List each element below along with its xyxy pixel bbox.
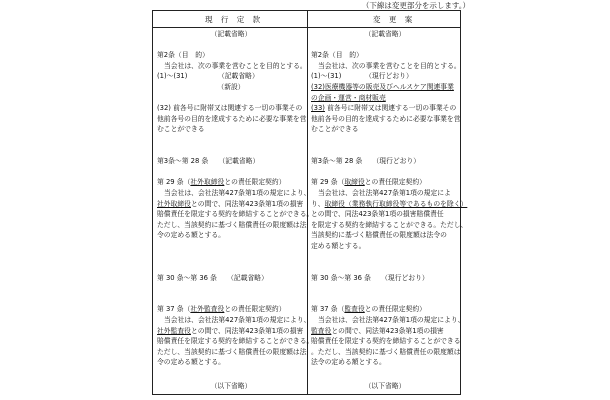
article-37-line: 法令の定める額とする。	[311, 358, 386, 367]
header-proposed: 変 更 案	[373, 15, 416, 24]
article-37-line: 社外監査役との間で、同法第423条第1項の損害	[157, 326, 304, 335]
omit-note: （記載省略）	[210, 30, 252, 38]
proposed-column	[311, 29, 468, 368]
item-32-line: 他前各号の目的を達成するために必要な事業を営	[157, 114, 307, 123]
item-32-new-line: (32)医療機器等の販売及びヘルスケア関連事業	[311, 82, 454, 91]
article-37-line: 当会社は、会社法第427条第1項の規定により、	[164, 316, 311, 325]
item-33-line: (33) 前各号に附帯又は関連する一切の事業その	[311, 104, 457, 113]
article-29-line: 令の定める額とする。	[157, 231, 225, 240]
article-29-line: 当該契約に基づく賠償責任の限度額は法令の	[311, 231, 447, 240]
omit-end-note: （以下省略）	[364, 382, 406, 390]
article-37-title: 第 37 条（監査役との責任限定契約）	[311, 305, 426, 314]
current-column	[157, 29, 314, 368]
article-29-line: 当会社は、会社法第427条第1項の規定により、	[164, 188, 311, 197]
article-29-line: との間で、同法423条第1項の損害賠償責任	[311, 210, 444, 219]
article-2-title: 第2条（目 的）	[157, 51, 209, 60]
item-33-line: 他前各号の目的を達成するために必要な事業を営	[311, 114, 461, 123]
article-2-body: 当会社は、次の事業を営むことを目的とする。	[318, 61, 461, 70]
article-29-line: り、取締役（業務執行取締役等であるものを除く）	[311, 199, 468, 208]
articles-30-36: 第 30 条〜第 36 条 （現行どおり）	[311, 273, 429, 282]
item-32-new-line: の企画・運営・商材販売	[311, 93, 386, 102]
article-2-body: 当会社は、次の事業を営むことを目的とする。	[164, 61, 307, 70]
article-37-line: 当会社は、会社法第427条第1項の規定により、	[318, 316, 465, 325]
article-29-line: ただし、当該契約に基づく賠償責任の限度額は法	[157, 220, 307, 229]
article-37-line: ただし、当該契約に基づく賠償責任の限度額は法	[157, 347, 307, 356]
articles-3-28: 第3条〜第 28 条 （記載省略）	[157, 157, 260, 166]
articles-3-28: 第3条〜第 28 条 （現行どおり）	[311, 157, 421, 166]
article-2-title: 第2条（目 的）	[311, 51, 363, 60]
item-32-line: むことができる	[157, 125, 205, 134]
note-text: （下線は変更部分を示します。）	[361, 1, 470, 10]
item-32-line: (32) 前各号に附帯又は関連する一切の事業その	[157, 104, 303, 113]
article-29-line: を限定する契約を締結することができる。ただし、	[311, 220, 468, 229]
item-33-line: むことができる	[311, 125, 359, 134]
article-37-line: 監査役との間で、同法第423条第1項の損害	[311, 326, 444, 335]
items-1-31: (1)〜(31) （記載省略）	[157, 72, 259, 81]
items-1-31: (1)〜(31) （現行どおり）	[311, 72, 413, 81]
articles-30-36: 第 30 条〜第 36 条 （記載省略）	[157, 273, 268, 282]
header-current: 現 行 定 款	[205, 15, 264, 24]
omit-note: （記載省略）	[364, 30, 406, 38]
article-37-line: 令の定める額とする。	[157, 358, 225, 367]
omit-end-note: （以下省略）	[210, 382, 252, 390]
article-29-line: 当会社は、会社法第427条第1項の規定によ	[318, 188, 451, 197]
article-37-line: 賠償責任を限定する契約を締結することができる	[311, 337, 461, 346]
article-29-line: 社外取締役との間で、同法第423条第1項の損害	[157, 199, 304, 208]
new-item-note: （新設）	[217, 82, 245, 91]
article-37-line: 。ただし、当該契約に基づく賠償責任の限度額は	[311, 347, 461, 356]
article-37-line: 賠償責任を限定する契約を締結することができる。	[157, 337, 314, 346]
article-29-title: 第 29 条（社外取締役との責任限定契約）	[157, 178, 286, 187]
article-29-line: 定める額とする。	[311, 241, 366, 250]
article-37-title: 第 37 条（社外監査役との責任限定契約）	[157, 305, 286, 314]
article-29-title: 第 29 条（取締役との責任限定契約）	[311, 178, 426, 187]
comparison-table	[152, 10, 468, 395]
article-29-line: 賠償責任を限定する契約を締結することができる。	[157, 210, 314, 219]
